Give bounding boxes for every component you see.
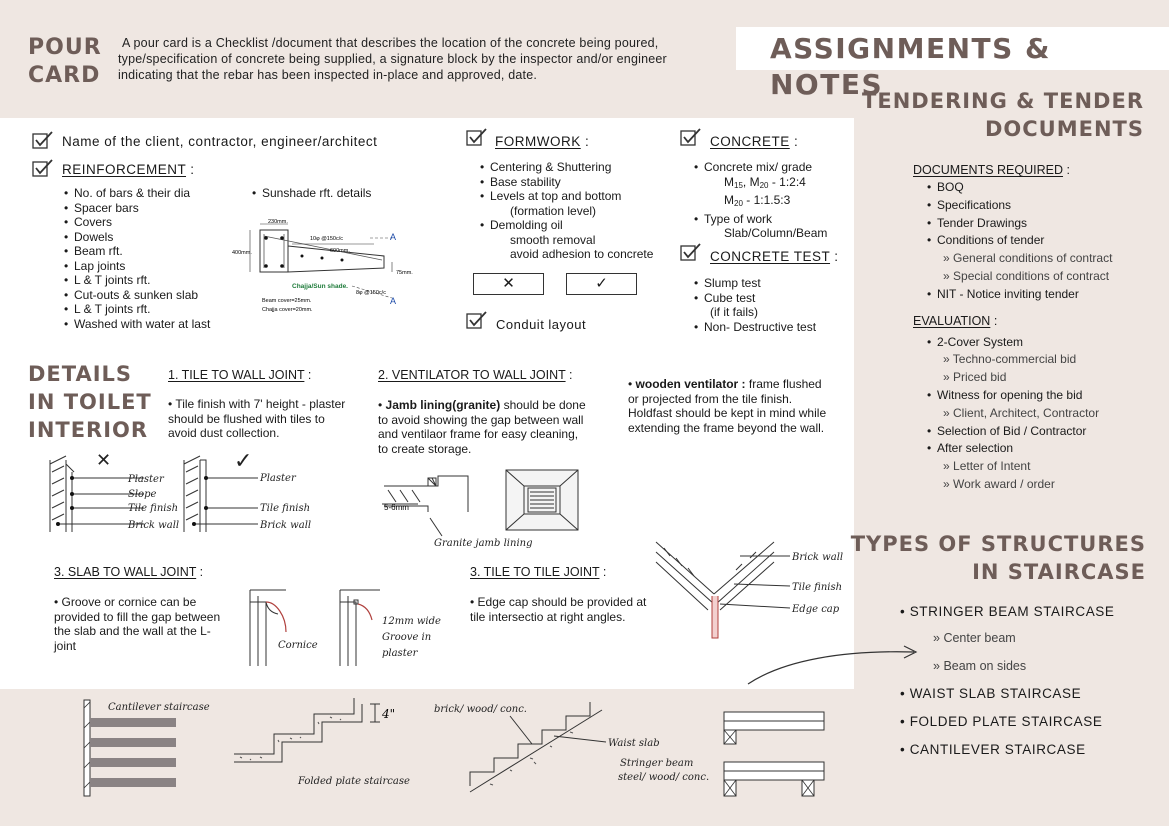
reinforcement-list: [64, 186, 254, 331]
slab-wall-text: • Groove or cornice can be provided to fill the gap between the slab and the wall at the L- joint: [54, 595, 221, 653]
concrete-type-value: Slab/Column/Beam: [724, 226, 828, 240]
folded-plate-staircase-sketch: [230, 700, 410, 796]
list-item: • Base stability: [480, 175, 670, 190]
list-item: » Special conditions of contract: [943, 268, 1110, 283]
list-item: • Concrete mix/ grade: [694, 160, 844, 175]
svg-text:8φ @150c/c: 8φ @150c/c: [356, 290, 386, 296]
list-item: • Type of work: [694, 212, 844, 227]
svg-text:steel/ wood/ conc.: steel/ wood/ conc.: [618, 772, 710, 783]
list-item: • Conditions of tender: [927, 232, 1153, 250]
concrete-mix-2: $M_{20}$ - 1:1.5:3: [724, 193, 791, 208]
slab-wall-title: 3. SLAB TO WALL JOINT :: [54, 565, 204, 579]
reinforcement-title: REINFORCEMENT :: [62, 162, 195, 177]
checkbox-icon: [680, 127, 702, 147]
cube-note: (if it fails): [710, 305, 758, 319]
sunshade-item: • Sunshade rft. details: [252, 186, 371, 201]
concrete-test-title: CONCRETE TEST :: [710, 249, 839, 264]
svg-text:Plaster: Plaster: [260, 473, 296, 484]
ventilator-sketch: [378, 466, 608, 551]
list-item: • After selection: [927, 440, 1153, 458]
list-item: • Beam rft.: [64, 244, 254, 259]
list-item: • Demolding oil: [480, 218, 670, 233]
concrete-mix-1: $M_{15}$, $M_{20}$ - 1:2:4: [724, 174, 806, 190]
list-item: • Lap joints: [64, 259, 254, 274]
list-item: • 2-Cover System: [927, 334, 1153, 352]
assignments-title: ASSIGNMENTS & NOTES: [770, 32, 1051, 101]
svg-text:Waist slab: Waist slab: [608, 738, 660, 749]
svg-text:Groove in: Groove in: [382, 632, 432, 643]
concrete-test-list: [694, 276, 844, 334]
staircase-list: [900, 604, 1160, 757]
list-item: • L & T joints rft.: [64, 302, 254, 317]
svg-text:Beam cover=25mm.: Beam cover=25mm.: [262, 298, 312, 304]
list-item: • Specifications: [927, 197, 1153, 215]
checkbox-icon: [680, 242, 702, 262]
tendering-title: TENDERING & TENDER DOCUMENTS: [862, 89, 1144, 141]
svg-text:230mm.: 230mm.: [268, 219, 288, 225]
arrow-icon: [744, 640, 924, 690]
tile-tile-sketch: [650, 534, 850, 644]
cantilever-staircase-sketch: [76, 698, 216, 798]
list-item: • Non- Destructive test: [694, 320, 844, 335]
list-item: • Covers: [64, 215, 254, 230]
list-item: • Witness for opening the bid: [927, 387, 1153, 405]
pour-card-title: POUR CARD: [28, 35, 102, 88]
svg-text:Slope: Slope: [128, 489, 157, 500]
list-item: • L & T joints rft.: [64, 273, 254, 288]
list-item: • Washed with water at last: [64, 317, 254, 332]
svg-text:Granite jamb lining: Granite jamb lining: [434, 538, 533, 549]
formwork-title: FORMWORK :: [495, 134, 590, 149]
tile-wall-title: 1. TILE TO WALL JOINT :: [168, 368, 312, 382]
svg-text:12mm wide: 12mm wide: [382, 616, 441, 627]
list-item: » Beam on sides: [933, 659, 1027, 673]
wooden-ventilator-text: • wooden ventilator : frame flushed or projected from the tile finish. Holdfast should be kept in mind while extending the frame beyond the wall.: [628, 377, 827, 435]
tendering-content: DOCUMENTS REQUIRED : • BOQ • Specifications • Tender Drawings • Conditions of tender » General conditions of contract » Special conditions of contract • NIT - Notice inviting tender EVALUATION : • 2-Cover System » Techno-commercial bid » Priced bid • Witness for opening the bid » Client, Architect, Contractor • Selection of Bid / Contractor • After selection » Letter of Intent » Work award / order: [913, 163, 1153, 494]
list-item: • Tender Drawings: [927, 215, 1153, 233]
svg-text:4": 4": [382, 707, 396, 721]
waist-slab-staircase-sketch: [430, 696, 710, 800]
svg-text:plaster: plaster: [382, 648, 418, 659]
pour-card-description: A pour card is a Checklist /document that describes the location of the concrete being poured, type/specification of concrete being supplied, a signature block by the inspector and/or engineer indicating that the rebar has been inspected in-place and approved, date.: [118, 36, 667, 82]
svg-text:Cornice: Cornice: [278, 640, 318, 651]
list-item: • Centering & Shuttering: [480, 160, 670, 175]
list-item: • Dowels: [64, 230, 254, 245]
checkbox-icon: [32, 130, 54, 150]
conduit-layout: Conduit layout: [496, 317, 587, 332]
checkbox-icon: [466, 127, 488, 147]
staircase-title: TYPES OF STRUCTURES IN STAIRCASE: [850, 532, 1146, 584]
svg-text:Chajja cover=20mm.: Chajja cover=20mm.: [262, 307, 313, 313]
svg-text:600mm.: 600mm.: [330, 248, 350, 254]
tile-wall-text: • Tile finish with 7' height - plaster should be flushed with tiles to avoid dust collection.: [168, 397, 346, 440]
svg-text:5-6mm: 5-6mm: [384, 503, 409, 512]
checkbox-icon: [466, 310, 488, 330]
list-item: • STRINGER BEAM STAIRCASE: [900, 604, 1115, 619]
docs-title: DOCUMENTS REQUIRED: [913, 163, 1064, 177]
svg-text:✕: ✕: [96, 450, 112, 470]
list-item: » Techno-commercial bid: [943, 352, 1077, 367]
svg-text:Cantilever staircase: Cantilever staircase: [108, 702, 210, 713]
svg-text:10φ @150c/c: 10φ @150c/c: [310, 236, 343, 242]
svg-text:A: A: [390, 232, 397, 242]
sunshade-rft-sketch: [232, 216, 412, 316]
cross-box: ✕: [473, 273, 544, 295]
list-item: • Selection of Bid / Contractor: [927, 423, 1153, 441]
tile-wall-sketch: [44, 448, 354, 537]
list-item: » Letter of Intent: [943, 459, 1031, 474]
svg-text:Tile finish: Tile finish: [128, 503, 179, 514]
checklist-name-item: Name of the client, contractor, engineer/architect: [62, 134, 378, 149]
list-item: • CANTILEVER STAIRCASE: [900, 742, 1086, 757]
svg-text:Brick wall: Brick wall: [792, 552, 844, 563]
ventilator-text: • Jamb lining(granite) should be done to avoid showing the gap between wall and ventilaor frame for easy cleaning, to create storage.: [378, 398, 586, 456]
checkbox-icon: [32, 158, 54, 178]
list-item: » Work award / order: [943, 476, 1055, 491]
details-title: DETAILS IN TOILET INTERIOR: [28, 362, 152, 442]
svg-text:Tile finish: Tile finish: [792, 582, 843, 593]
list-item: • FOLDED PLATE STAIRCASE: [900, 714, 1103, 729]
svg-text:Brick wall: Brick wall: [260, 520, 312, 531]
formwork-note: smooth removal: [510, 232, 596, 247]
svg-text:Stringer beam: Stringer beam: [620, 758, 694, 769]
list-item: • Spacer bars: [64, 201, 254, 216]
list-item: » Center beam: [933, 631, 1016, 645]
slab-wall-sketch: [246, 586, 446, 670]
formwork-note: avoid adhesion to concrete: [510, 247, 654, 261]
list-item: » General conditions of contract: [943, 251, 1113, 266]
svg-text:Edge cap: Edge cap: [792, 604, 840, 615]
list-item: » Priced bid: [943, 370, 1007, 385]
list-item: • Cube test: [694, 291, 844, 306]
list-item: • Cut-outs & sunken slab: [64, 288, 254, 303]
svg-text:Brick wall: Brick wall: [128, 520, 180, 531]
tick-box: ✓: [566, 273, 637, 295]
list-item: • No. of bars & their dia: [64, 186, 254, 201]
svg-text:brick/ wood/ conc.: brick/ wood/ conc.: [434, 704, 527, 715]
concrete-list: [694, 160, 844, 241]
stringer-beam-staircase-sketch: [716, 706, 836, 802]
svg-text:Chajja/Sun shade.: Chajja/Sun shade.: [292, 283, 348, 290]
svg-text:Folded plate staircase: Folded plate staircase: [298, 776, 410, 787]
svg-text:75mm.: 75mm.: [396, 270, 413, 276]
svg-text:400mm.: 400mm.: [232, 250, 252, 256]
tile-tile-title: 3. TILE TO TILE JOINT :: [470, 565, 607, 579]
tile-tile-text: • Edge cap should be provided at tile intersectio at right angles.: [470, 595, 647, 624]
list-item: • Levels at top and bottom: [480, 189, 670, 204]
svg-text:Tile finish: Tile finish: [260, 503, 311, 514]
list-item: • Slump test: [694, 276, 844, 291]
list-item: • WAIST SLAB STAIRCASE: [900, 686, 1082, 701]
concrete-title: CONCRETE :: [710, 134, 799, 149]
evaluation-title: EVALUATION: [913, 313, 991, 328]
svg-text:Plaster: Plaster: [128, 474, 164, 485]
svg-text:A: A: [390, 296, 397, 306]
svg-text:✓: ✓: [234, 448, 253, 473]
formwork-note: (formation level): [510, 203, 597, 218]
formwork-list: [480, 160, 670, 262]
list-item: • BOQ: [927, 179, 1153, 197]
ventilator-title: 2. VENTILATOR TO WALL JOINT :: [378, 368, 573, 382]
list-item: » Client, Architect, Contractor: [943, 405, 1100, 420]
list-item: • NIT - Notice inviting tender: [927, 286, 1153, 304]
